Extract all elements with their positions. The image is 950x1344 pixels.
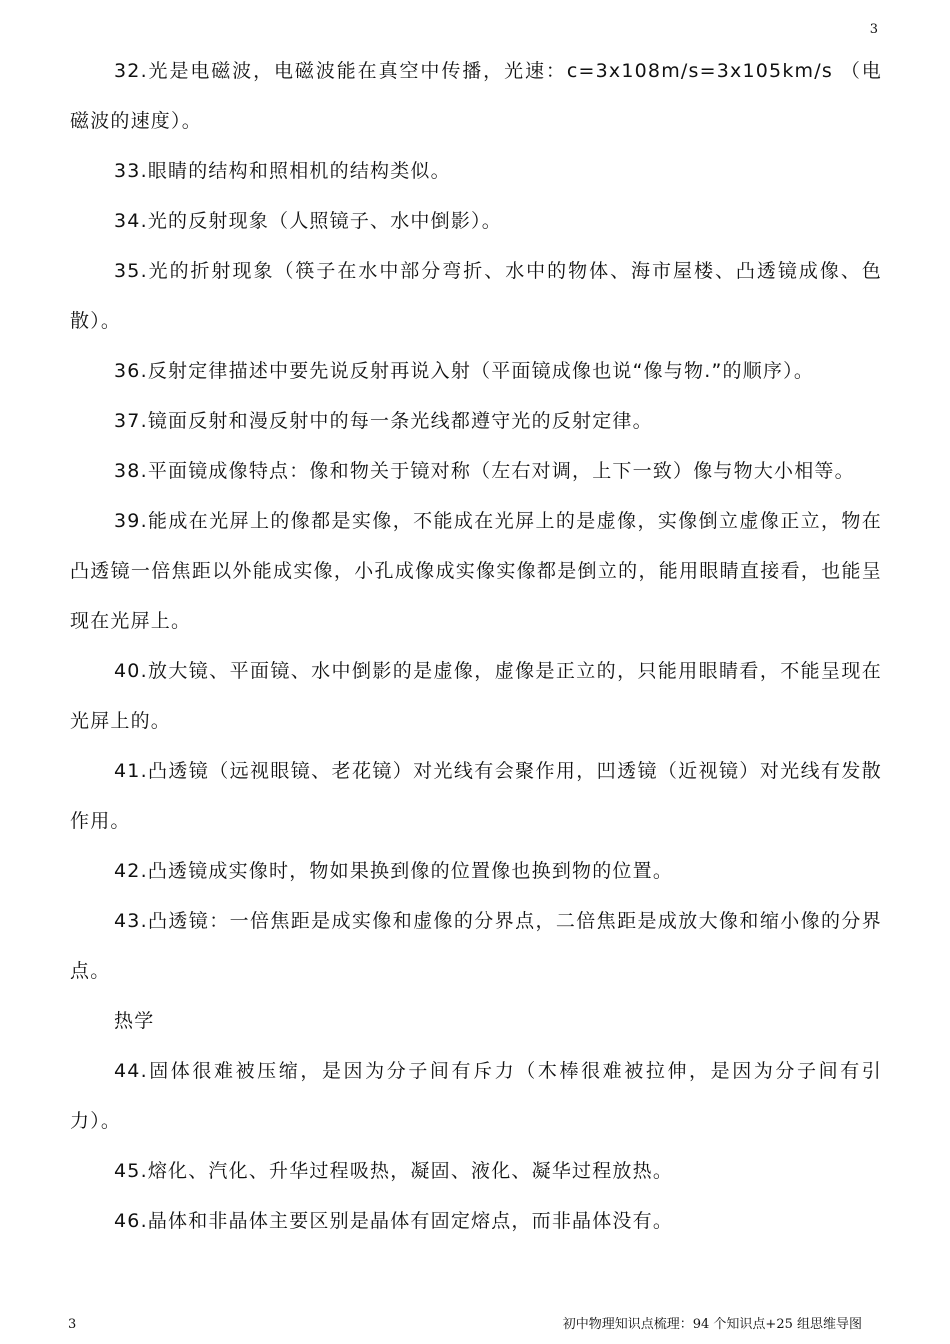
- paragraph-46: 46.晶体和非晶体主要区别是晶体有固定熔点，而非晶体没有。: [114, 1210, 674, 1232]
- footer-page-number: 3: [68, 1317, 77, 1332]
- paragraph-45: 45.熔化、汽化、升华过程吸热，凝固、液化、凝华过程放热。: [114, 1160, 674, 1182]
- section-heading-thermal: 热学: [114, 1010, 155, 1032]
- paragraph-32: 32.光是电磁波，电磁波能在真空中传播，光速：c=3x108m/s=3x105km/s （电磁波的速度）。: [70, 60, 882, 132]
- paragraph-37: 37.镜面反射和漫反射中的每一条光线都遵守光的反射定律。: [114, 410, 653, 432]
- paragraph-42: 42.凸透镜成实像时，物如果换到像的位置像也换到物的位置。: [114, 860, 674, 882]
- document-body: [70, 46, 882, 1246]
- paragraph-38: 38.平面镜成像特点：像和物关于镜对称（左右对调，上下一致）像与物大小相等。: [114, 460, 855, 482]
- paragraph-40: 40.放大镜、平面镜、水中倒影的是虚像，虚像是正立的，只能用眼睛看，不能呈现在光屏上的。: [70, 660, 882, 732]
- paragraph-39: 39.能成在光屏上的像都是实像，不能成在光屏上的是虚像，实像倒立虚像正立，物在凸透镜一倍焦距以外能成实像，小孔成像成实像实像都是倒立的，能用眼睛直接看，也能呈现在光屏上。: [70, 510, 882, 632]
- paragraph-36: 36.反射定律描述中要先说反射再说入射（平面镜成像也说“像与物.”的顺序）。: [114, 360, 815, 382]
- paragraph-33: 33.眼睛的结构和照相机的结构类似。: [114, 160, 451, 182]
- footer-title: 初中物理知识点梳理：94 个知识点+25 组思维导图: [562, 1317, 862, 1332]
- paragraph-41: 41.凸透镜（远视眼镜、老花镜）对光线有会聚作用，凹透镜（近视镜）对光线有发散作用。: [70, 760, 882, 832]
- paragraph-34: 34.光的反射现象（人照镜子、水中倒影）。: [114, 210, 502, 232]
- paragraph-35: 35.光的折射现象（筷子在水中部分弯折、水中的物体、海市屋楼、凸透镜成像、色散）。: [70, 260, 882, 332]
- paragraph-44: 44.固体很难被压缩，是因为分子间有斥力（木棒很难被拉伸，是因为分子间有引力）。: [70, 1060, 882, 1132]
- page-number-top: 3: [869, 22, 878, 37]
- paragraph-43: 43.凸透镜：一倍焦距是成实像和虚像的分界点，二倍焦距是成放大像和缩小像的分界点。: [70, 910, 882, 982]
